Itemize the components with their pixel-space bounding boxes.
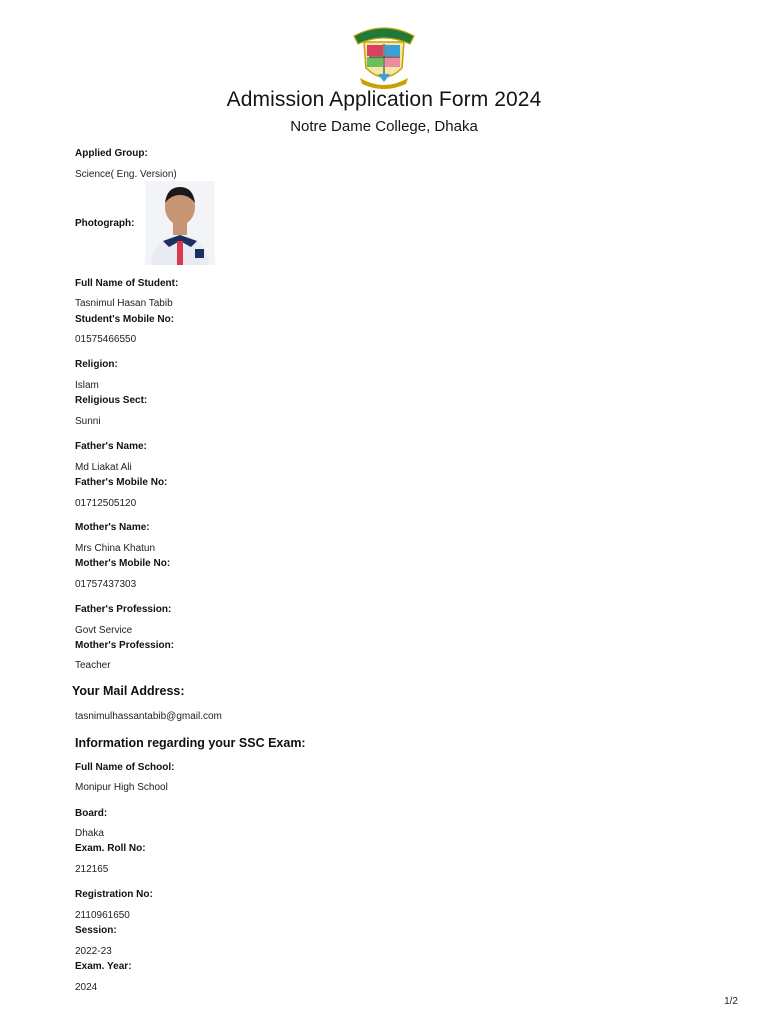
page-title: Admission Application Form 2024 (226, 88, 542, 111)
mother-mobile-value: 01757437303 (75, 579, 137, 590)
page-number: 1/2 (724, 996, 738, 1007)
exam-year-value: 2024 (75, 982, 98, 993)
applied-group-label: Applied Group: (75, 148, 148, 159)
father-name-value: Md Liakat Ali (75, 462, 132, 473)
mother-profession-label: Mother's Profession: (75, 640, 175, 651)
college-crest-logo (350, 22, 418, 92)
father-name-label: Father's Name: (75, 441, 147, 452)
session-label: Session: (75, 925, 117, 936)
religion-value: Islam (75, 380, 99, 391)
photograph-label: Photograph: (75, 218, 135, 229)
student-mobile-value: 01575466550 (75, 334, 137, 345)
full-name-label: Full Name of Student: (75, 278, 179, 289)
board-label: Board: (75, 808, 108, 819)
roll-value: 212165 (75, 864, 109, 875)
mother-mobile-label: Mother's Mobile No: (75, 558, 171, 569)
full-name-value: Tasnimul Hasan Tabib (75, 298, 173, 309)
mail-value: tasnimulhassantabib@gmail.com (75, 711, 222, 722)
registration-value: 2110961650 (75, 910, 130, 921)
registration-label: Registration No: (75, 889, 153, 900)
student-photo (145, 181, 215, 265)
mother-name-label: Mother's Name: (75, 522, 150, 533)
school-value: Monipur High School (75, 782, 168, 793)
father-mobile-label: Father's Mobile No: (75, 477, 168, 488)
session-value: 2022-23 (75, 946, 112, 957)
religion-label: Religion: (75, 359, 118, 370)
religious-sect-value: Sunni (75, 416, 101, 427)
father-profession-value: Govt Service (75, 625, 133, 636)
mother-profession-value: Teacher (75, 660, 111, 671)
exam-year-label: Exam. Year: (75, 961, 132, 972)
college-name: Notre Dame College, Dhaka (290, 118, 478, 135)
board-value: Dhaka (75, 828, 104, 839)
father-mobile-value: 01712505120 (75, 498, 137, 509)
mother-name-value: Mrs China Khatun (75, 543, 156, 554)
father-profession-label: Father's Profession: (75, 604, 172, 615)
applied-group-value: Science( Eng. Version) (75, 169, 177, 180)
religious-sect-label: Religious Sect: (75, 395, 148, 406)
student-mobile-label: Student's Mobile No: (75, 314, 175, 325)
roll-label: Exam. Roll No: (75, 843, 146, 854)
school-label: Full Name of School: (75, 762, 175, 773)
ssc-heading: Information regarding your SSC Exam: (75, 736, 306, 750)
mail-heading: Your Mail Address: (72, 684, 185, 698)
